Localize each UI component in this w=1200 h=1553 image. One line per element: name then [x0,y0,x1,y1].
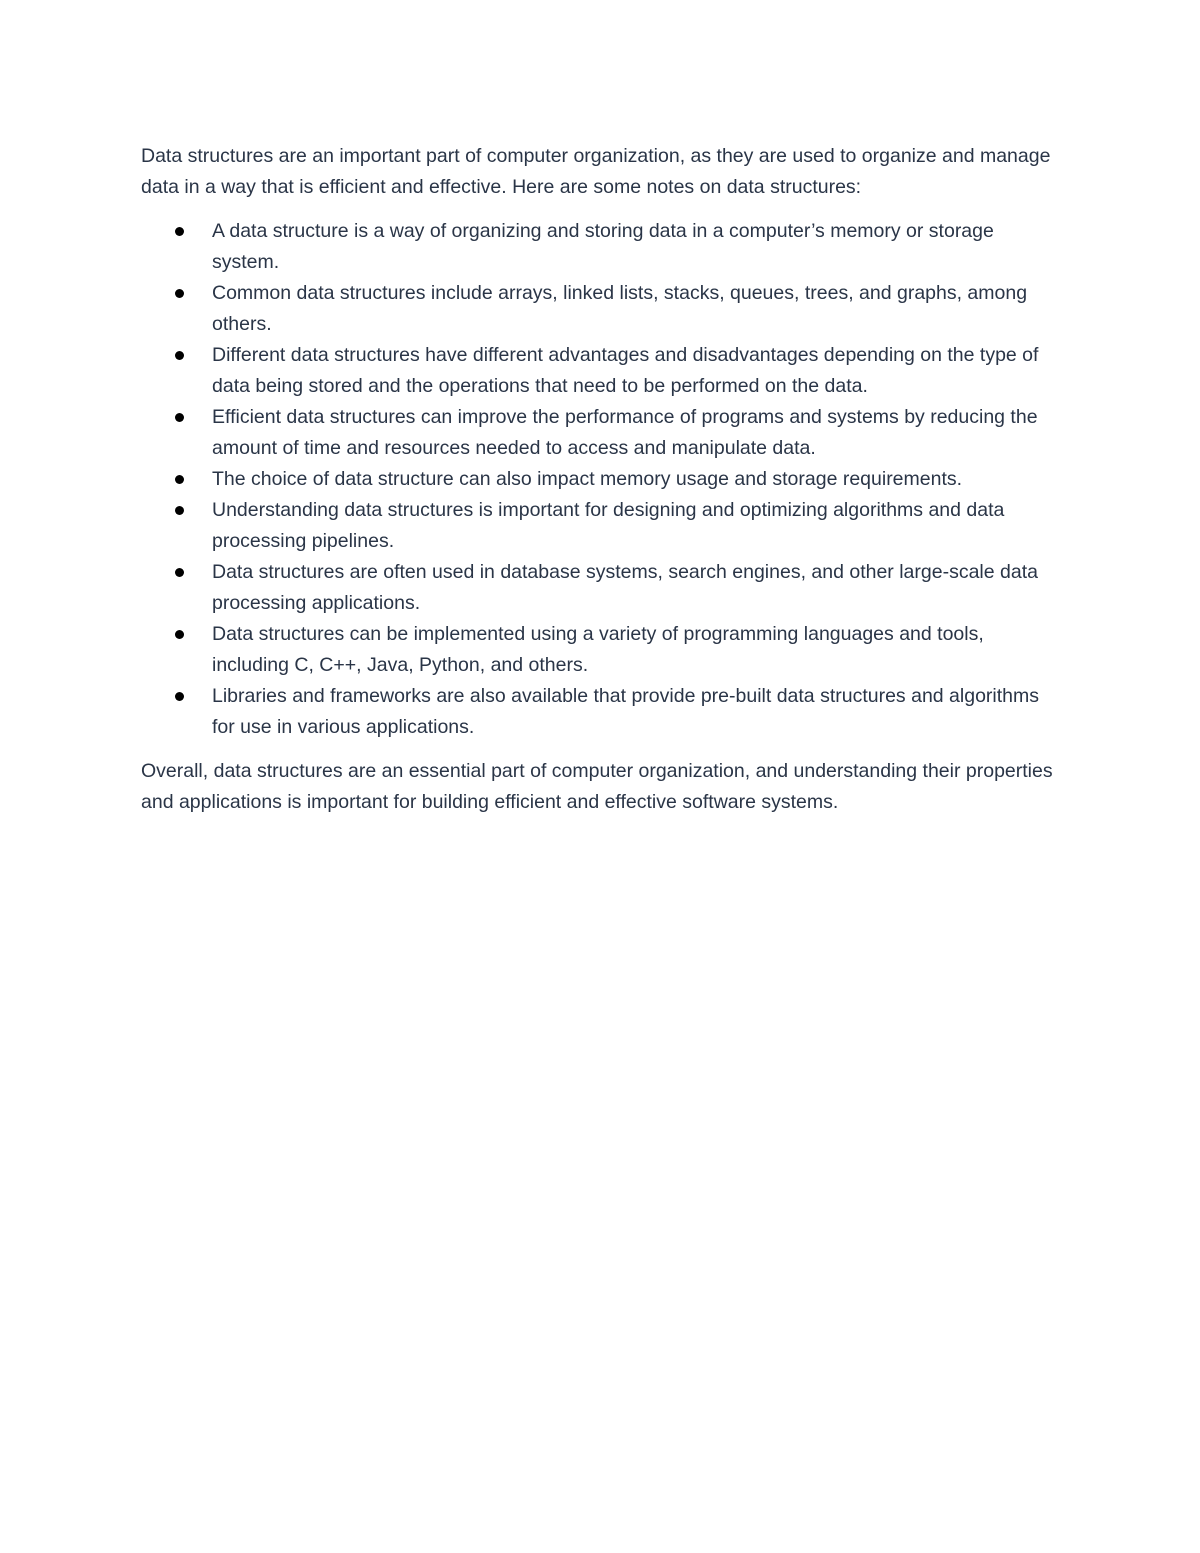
notes-bullet-list [141,216,1061,743]
bullet-icon [175,568,184,577]
list-item [141,278,1061,340]
list-item [141,681,1061,743]
bullet-icon [175,227,184,236]
list-item-text: Libraries and frameworks are also available that provide pre-built data structures and algorithms for use in various applications. [212,685,1039,738]
bullet-icon [175,289,184,298]
list-item [141,340,1061,402]
list-item-text: A data structure is a way of organizing and storing data in a computer’s memory or storage system. [212,220,994,273]
list-item-text: Common data structures include arrays, linked lists, stacks, queues, trees, and graphs, among others. [212,282,1028,335]
list-item-text: Different data structures have different advantages and disadvantages depending on the type of data being stored and the operations that need to be performed on the data. [212,344,1039,397]
list-item [141,402,1061,464]
list-item-text: Data structures can be implemented using a variety of programming languages and tools, including C, C++, Java, Python, and others. [212,623,984,676]
list-item-text: Efficient data structures can improve the performance of programs and systems by reducing the amount of time and resources needed to access and manipulate data. [212,406,1038,459]
bullet-icon [175,475,184,484]
bullet-icon [175,630,184,639]
list-item [141,216,1061,278]
list-item [141,464,1061,495]
conclusion-paragraph: Overall, data structures are an essential part of computer organization, and understanding their properties and applications is important for building efficient and effective software systems. [141,760,1053,813]
bullet-icon [175,351,184,360]
list-item-text: Data structures are often used in database systems, search engines, and other large-scale data processing applications. [212,561,1038,614]
list-item-text: Understanding data structures is important for designing and optimizing algorithms and data processing pipelines. [212,499,1005,552]
bullet-icon [175,413,184,422]
document-body [141,141,1061,818]
list-item-text: The choice of data structure can also impact memory usage and storage requirements. [212,468,963,490]
list-item [141,619,1061,681]
list-item [141,557,1061,619]
intro-paragraph: Data structures are an important part of computer organization, as they are used to organize and manage data in a way that is efficient and effective. Here are some notes on data structures: [141,145,1051,198]
bullet-icon [175,692,184,701]
bullet-icon [175,506,184,515]
list-item [141,495,1061,557]
